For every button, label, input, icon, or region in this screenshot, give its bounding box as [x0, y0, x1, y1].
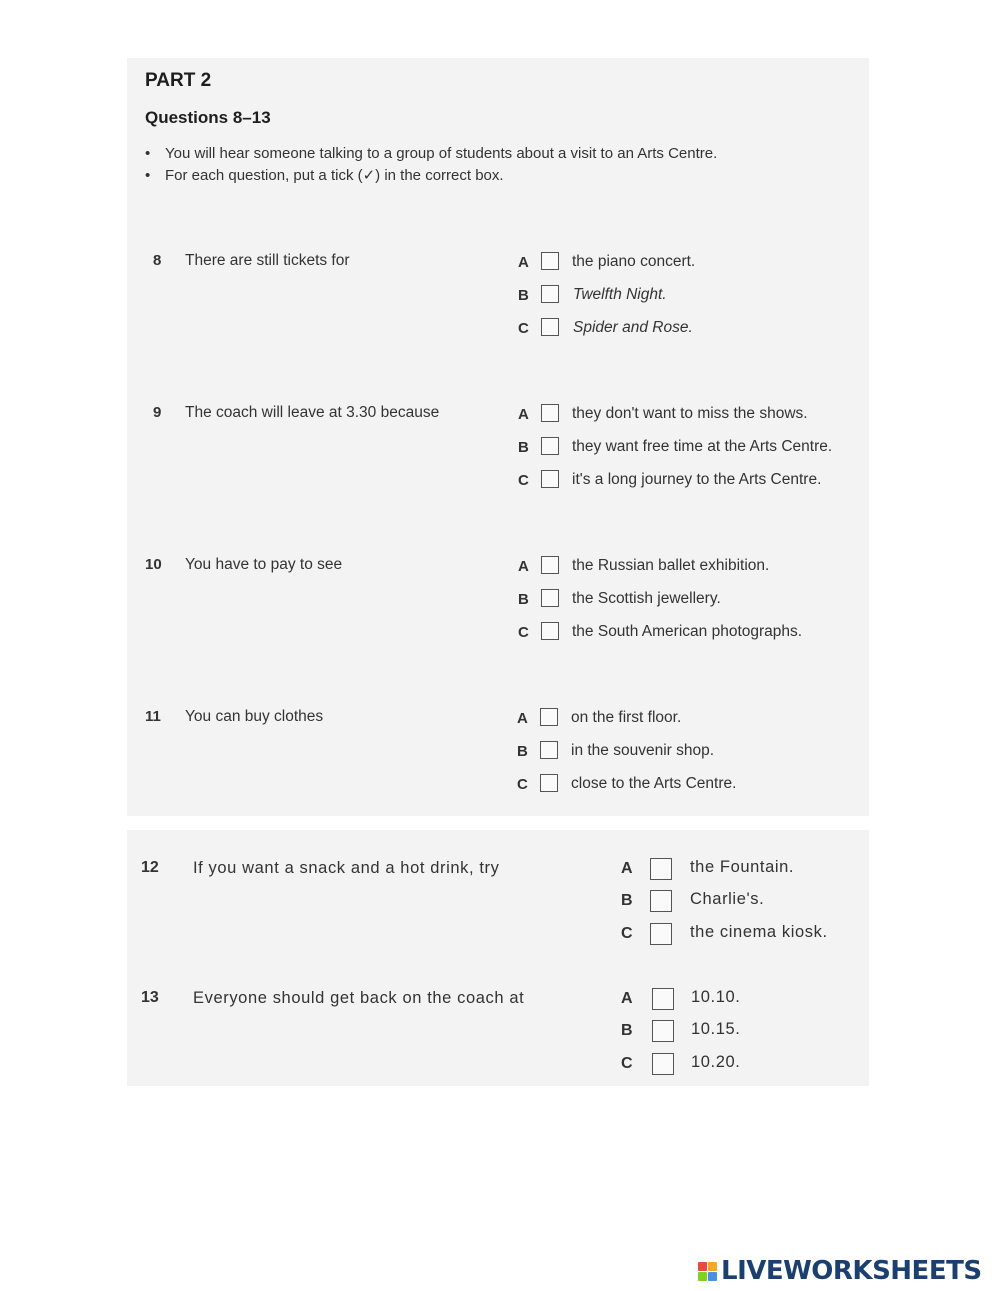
- option-letter: A: [518, 558, 529, 575]
- answer-checkbox-8b[interactable]: [541, 285, 559, 303]
- question-number: 12: [141, 859, 159, 876]
- option-text: the Russian ballet exhibition.: [572, 557, 770, 574]
- option-text: 10.20.: [691, 1053, 741, 1071]
- questions-range: Questions 8–13: [145, 108, 271, 127]
- question-number: 13: [141, 989, 159, 1006]
- answer-checkbox-8a[interactable]: [541, 252, 559, 270]
- question-text: If you want a snack and a hot drink, try: [193, 859, 500, 877]
- option-letter: B: [518, 287, 529, 304]
- option-text: 10.15.: [691, 1020, 741, 1038]
- option-letter: A: [621, 990, 633, 1007]
- instruction-text: For each question, put a tick (✓) in the correct box.: [165, 167, 504, 184]
- option-text: they want free time at the Arts Centre.: [572, 438, 833, 455]
- answer-checkbox-10a[interactable]: [541, 556, 559, 574]
- option-letter: B: [518, 439, 529, 456]
- question-number: 11: [145, 708, 161, 725]
- answer-checkbox-10c[interactable]: [541, 622, 559, 640]
- option-letter: C: [621, 925, 633, 942]
- bullet-icon: •: [145, 145, 151, 162]
- option-letter: B: [518, 591, 529, 608]
- option-text: in the souvenir shop.: [571, 742, 715, 759]
- answer-checkbox-12c[interactable]: [650, 923, 672, 945]
- question-number: 9: [153, 404, 162, 421]
- liveworksheets-logo[interactable]: [698, 1253, 982, 1289]
- option-text: the Scottish jewellery.: [572, 590, 721, 607]
- option-letter: B: [621, 892, 633, 909]
- question-text: There are still tickets for: [185, 252, 350, 269]
- option-text: Twelfth Night.: [573, 286, 667, 303]
- option-letter: A: [517, 710, 528, 727]
- option-text: it's a long journey to the Arts Centre.: [572, 471, 822, 488]
- option-letter: C: [518, 472, 529, 489]
- answer-checkbox-11c[interactable]: [540, 774, 558, 792]
- option-letter: A: [518, 254, 529, 271]
- answer-checkbox-12a[interactable]: [650, 858, 672, 880]
- instruction-text: You will hear someone talking to a group of students about a visit to an Arts Centre.: [165, 145, 718, 162]
- answer-checkbox-9a[interactable]: [541, 404, 559, 422]
- question-text: The coach will leave at 3.30 because: [185, 404, 440, 421]
- option-text: the piano concert.: [572, 253, 696, 270]
- option-letter: A: [518, 406, 529, 423]
- option-text: Charlie's.: [690, 890, 765, 908]
- option-letter: C: [621, 1055, 633, 1072]
- option-letter: C: [518, 320, 529, 337]
- answer-checkbox-13a[interactable]: [652, 988, 674, 1010]
- bullet-icon: •: [145, 167, 151, 184]
- option-text: they don't want to miss the shows.: [572, 405, 808, 422]
- option-letter: C: [518, 624, 529, 641]
- answer-checkbox-11a[interactable]: [540, 708, 558, 726]
- answer-checkbox-9b[interactable]: [541, 437, 559, 455]
- answer-checkbox-11b[interactable]: [540, 741, 558, 759]
- question-number: 8: [153, 252, 162, 269]
- option-text: the Fountain.: [690, 858, 795, 876]
- question-number: 10: [145, 556, 162, 573]
- icon-square: [698, 1272, 707, 1281]
- question-text: Everyone should get back on the coach at: [193, 989, 525, 1007]
- answer-checkbox-13b[interactable]: [652, 1020, 674, 1042]
- option-letter: B: [517, 743, 528, 760]
- answer-checkbox-10b[interactable]: [541, 589, 559, 607]
- option-letter: A: [621, 860, 633, 877]
- liveworksheets-icon: [698, 1262, 717, 1281]
- instruction-line: [145, 145, 717, 162]
- option-text: Spider and Rose.: [573, 319, 693, 336]
- option-text: on the first floor.: [571, 709, 682, 726]
- option-text: the South American photographs.: [572, 623, 803, 640]
- option-text: 10.10.: [691, 988, 741, 1006]
- option-text: close to the Arts Centre.: [571, 775, 737, 792]
- option-letter: C: [517, 776, 528, 793]
- option-letter: B: [621, 1022, 633, 1039]
- answer-checkbox-13c[interactable]: [652, 1053, 674, 1075]
- answer-checkbox-9c[interactable]: [541, 470, 559, 488]
- icon-square: [708, 1262, 717, 1271]
- instruction-line: [145, 166, 504, 184]
- answer-checkbox-12b[interactable]: [650, 890, 672, 912]
- brand-text: LIVEWORKSHEETS: [721, 1256, 982, 1286]
- option-text: the cinema kiosk.: [690, 923, 828, 941]
- part-title: PART 2: [145, 70, 212, 91]
- question-text: You have to pay to see: [185, 556, 343, 573]
- icon-square: [698, 1262, 707, 1271]
- question-text: You can buy clothes: [185, 708, 324, 725]
- answer-checkbox-8c[interactable]: [541, 318, 559, 336]
- icon-square: [708, 1272, 717, 1281]
